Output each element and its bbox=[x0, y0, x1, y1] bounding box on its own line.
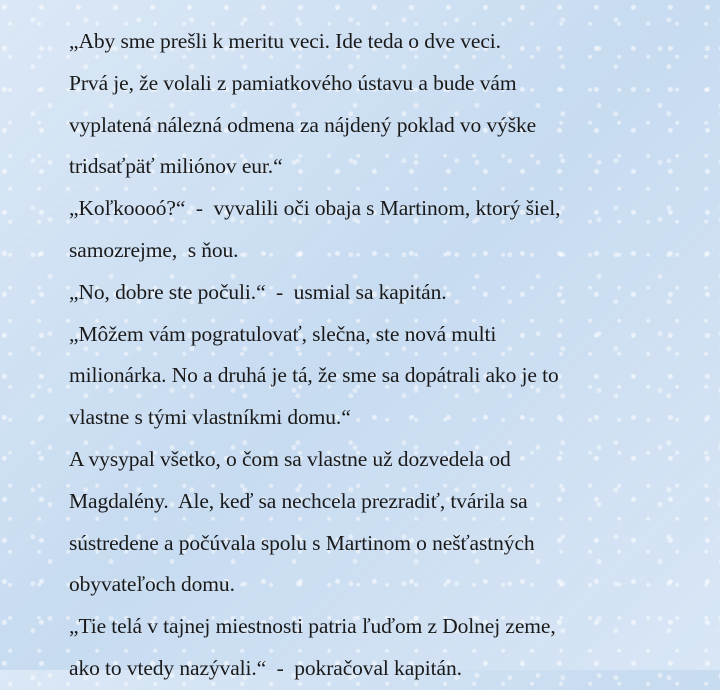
document-text-block bbox=[69, 21, 689, 690]
text-line-2: Prvá je, že volali z pamiatkového ústavu a bude vám bbox=[69, 70, 517, 95]
text-line-3: vyplatená nálezná odmena za nájdený poklad vo výške bbox=[69, 112, 537, 137]
text-line-12: Magdalény. Ale, keď sa nechcela prezradiť, tvárila sa bbox=[69, 488, 528, 513]
text-line-10: vlastne s tými vlastníkmi domu.“ bbox=[69, 405, 351, 430]
text-line-14: obyvateľoch domu. bbox=[69, 572, 235, 597]
text-line-6: samozrejme, s ňou. bbox=[69, 237, 239, 262]
text-line-11: A vysypal všetko, o čom sa vlastne už dozvedela od bbox=[69, 446, 511, 471]
text-line-15: „Tie telá v tajnej miestnosti patria ľuďom z Dolnej zeme, bbox=[69, 614, 556, 639]
text-line-8: „Môžem vám pogratulovať, slečna, ste nová multi bbox=[69, 321, 497, 346]
text-line-1: „Aby sme prešli k meritu veci. Ide teda o dve veci. bbox=[69, 29, 501, 53]
text-line-7: „No, dobre ste počuli.“ - usmial sa kapitán. bbox=[69, 279, 447, 304]
text-line-4: tridsaťpäť miliónov eur.“ bbox=[69, 154, 283, 179]
text-line-9: milionárka. No a druhá je tá, že sme sa dopátrali ako je to bbox=[69, 363, 559, 388]
text-line-5: „Koľkoooó?“ - vyvalili oči obaja s Martinom, ktorý šiel, bbox=[69, 196, 561, 221]
text-line-16: ako to vtedy nazývali.“ - pokračoval kapitán. bbox=[69, 655, 462, 680]
text-line-13: sústredene a počúvala spolu s Martinom o nešťastných bbox=[69, 530, 535, 555]
